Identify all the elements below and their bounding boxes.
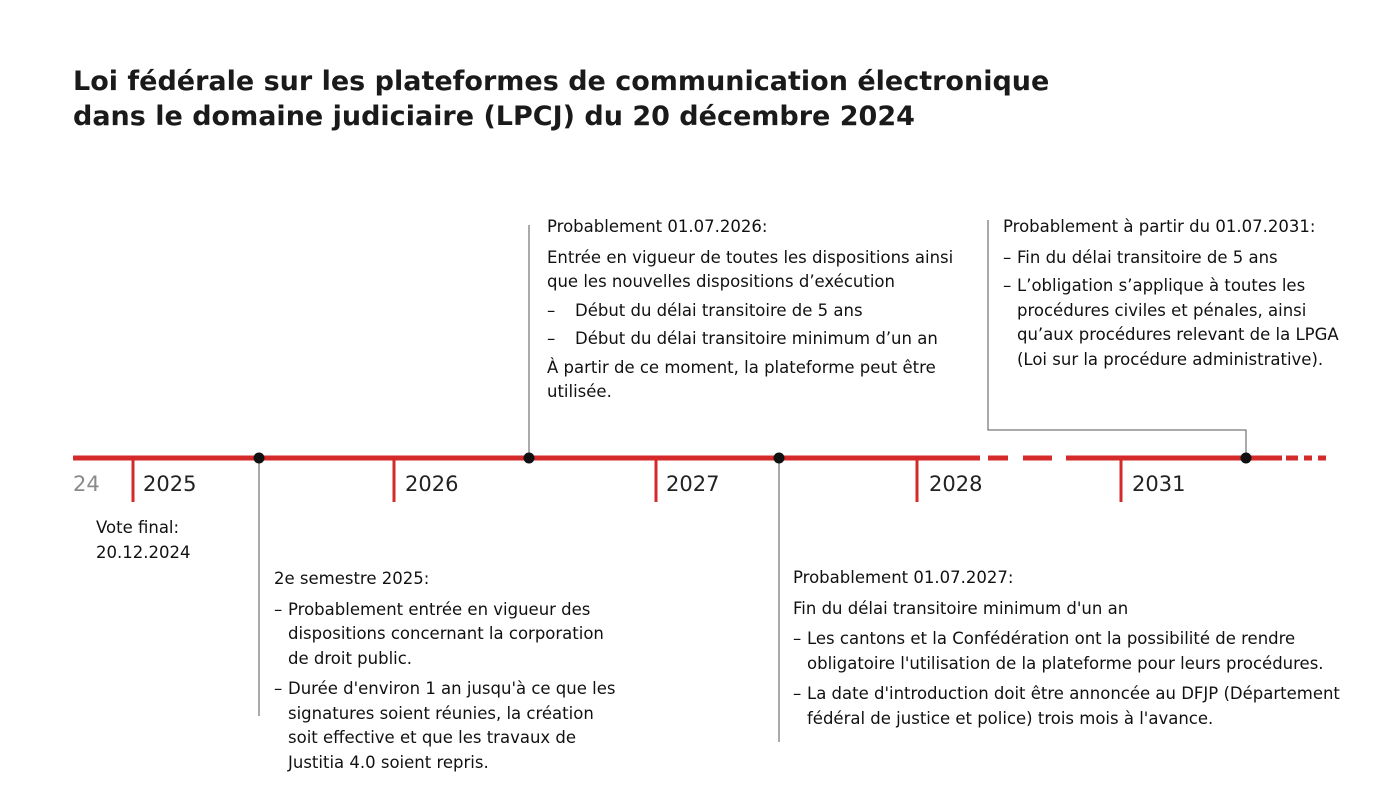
list-item: – La date d'introduction doit être annoncée au DFJP (Département fédéral de justice et police) trois mois à l'avance. bbox=[793, 684, 1340, 728]
title-line-2: dans le domaine judiciaire (LPCJ) du 20 décembre 2024 bbox=[73, 101, 915, 132]
list-item: – Début du délai transitoire de 5 ans bbox=[547, 300, 863, 320]
event-jul-2027 bbox=[793, 566, 1353, 737]
event-dot-jul-2026 bbox=[524, 453, 535, 464]
event-list bbox=[274, 598, 624, 776]
list-item: – Durée d'environ 1 an jusqu'à ce que les signatures soient réunies, la création soit effective et que les travaux de Justitia 4.0 soient repris. bbox=[274, 679, 616, 772]
year-label-2026: 2026 bbox=[405, 472, 459, 496]
event-heading: Probablement à partir du 01.07.2031: bbox=[1003, 217, 1316, 236]
list-item: – Début du délai transitoire minimum d’un an bbox=[547, 329, 938, 348]
year-label-2031: 2031 bbox=[1132, 472, 1186, 496]
list-item: – Probablement entrée en vigueur des dispositions concernant la corporation de droit public. bbox=[274, 599, 604, 668]
event-heading: Probablement 01.07.2027: bbox=[793, 568, 1014, 587]
event-list bbox=[547, 299, 957, 352]
event-dot-s2-2025 bbox=[254, 453, 265, 464]
year-label-2028: 2028 bbox=[929, 472, 983, 496]
event-jul-2026 bbox=[547, 215, 957, 405]
list-item: – L’obligation s’applique à toutes les procédures civiles et pénales, ainsi qu’aux procédures relevant de la LPGA (Loi sur la procédure administrative). bbox=[1003, 276, 1339, 369]
year-label-2027: 2027 bbox=[666, 472, 720, 496]
event-heading: Probablement 01.07.2026: bbox=[547, 217, 768, 236]
event-intro: Entrée en vigueur de toutes les dispositions ainsi que les nouvelles dispositions d’exécution bbox=[547, 247, 954, 291]
event-vote-final bbox=[96, 516, 256, 565]
list-item: – Les cantons et la Confédération ont la possibilité de rendre obligatoire l'utilisation de la plateforme pour leurs procédures. bbox=[793, 629, 1324, 673]
event-dot-jul-2031 bbox=[1241, 453, 1252, 464]
event-heading: 2e semestre 2025: bbox=[274, 569, 430, 588]
event-outro: À partir de ce moment, la plateforme peut être utilisée. bbox=[547, 357, 936, 401]
title-line-1: Loi fédérale sur les plateformes de communication électronique bbox=[73, 66, 1050, 97]
event-jul-2031 bbox=[1003, 215, 1343, 378]
event-list bbox=[1003, 246, 1343, 373]
event-s2-2025 bbox=[274, 567, 624, 781]
vote-final-date: 20.12.2024 bbox=[96, 542, 191, 562]
year-label-2025: 2025 bbox=[143, 472, 197, 496]
vote-final-label: Vote final: bbox=[96, 518, 180, 537]
event-intro: Fin du délai transitoire minimum d'un an bbox=[793, 598, 1129, 618]
year-label-2024: 24 bbox=[73, 472, 100, 496]
event-list bbox=[793, 627, 1353, 731]
list-item: – Fin du délai transitoire de 5 ans bbox=[1003, 247, 1278, 267]
event-dot-jul-2027 bbox=[774, 453, 785, 464]
